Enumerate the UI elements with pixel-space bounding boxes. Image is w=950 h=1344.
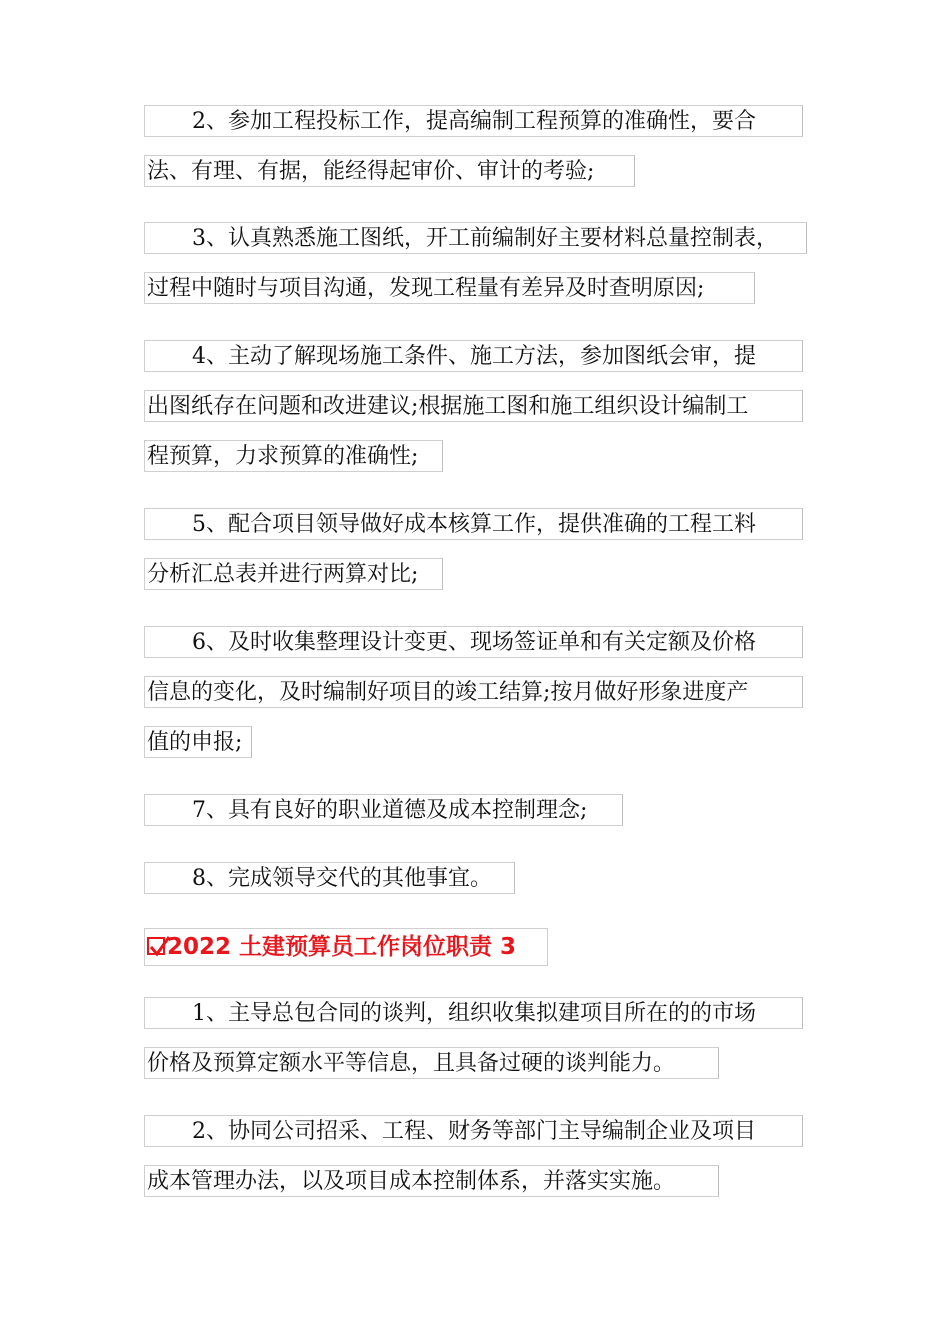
paragraph-line: 值的申报;: [144, 726, 252, 758]
paragraph-line: 成本管理办法，以及项目成本控制体系，并落实实施。: [144, 1165, 719, 1197]
paragraph-line: 程预算，力求预算的准确性;: [144, 440, 443, 472]
paragraph-line: 7、具有良好的职业道德及成本控制理念;: [144, 794, 623, 826]
section-heading-text: 2022 土建预算员工作岗位职责 3: [167, 934, 517, 960]
paragraph-line: 8、完成领导交代的其他事宜。: [144, 862, 515, 894]
paragraph-line: 1、主导总包合同的谈判，组织收集拟建项目所在的的市场: [144, 997, 803, 1029]
checkbox-checked-icon: [147, 937, 165, 955]
section-heading: [144, 928, 548, 966]
paragraph-line: 信息的变化，及时编制好项目的竣工结算;按月做好形象进度产: [144, 676, 803, 708]
paragraph-line: 出图纸存在问题和改进建议;根据施工图和施工组织设计编制工: [144, 390, 803, 422]
paragraph-line: 过程中随时与项目沟通，发现工程量有差异及时查明原因;: [144, 272, 755, 304]
paragraph-line: 价格及预算定额水平等信息，且具备过硬的谈判能力。: [144, 1047, 719, 1079]
paragraph-line: 2、协同公司招采、工程、财务等部门主导编制企业及项目: [144, 1115, 803, 1147]
paragraph-line: 法、有理、有据，能经得起审价、审计的考验;: [144, 155, 635, 187]
paragraph-line: 3、认真熟悉施工图纸，开工前编制好主要材料总量控制表，: [144, 222, 807, 254]
paragraph-line: 分析汇总表并进行两算对比;: [144, 558, 443, 590]
paragraph-line: 5、配合项目领导做好成本核算工作，提供准确的工程工料: [144, 508, 803, 540]
paragraph-line: 2、参加工程投标工作，提高编制工程预算的准确性，要合: [144, 105, 803, 137]
paragraph-line: 4、主动了解现场施工条件、施工方法，参加图纸会审，提: [144, 340, 803, 372]
paragraph-line: 6、及时收集整理设计变更、现场签证单和有关定额及价格: [144, 626, 803, 658]
